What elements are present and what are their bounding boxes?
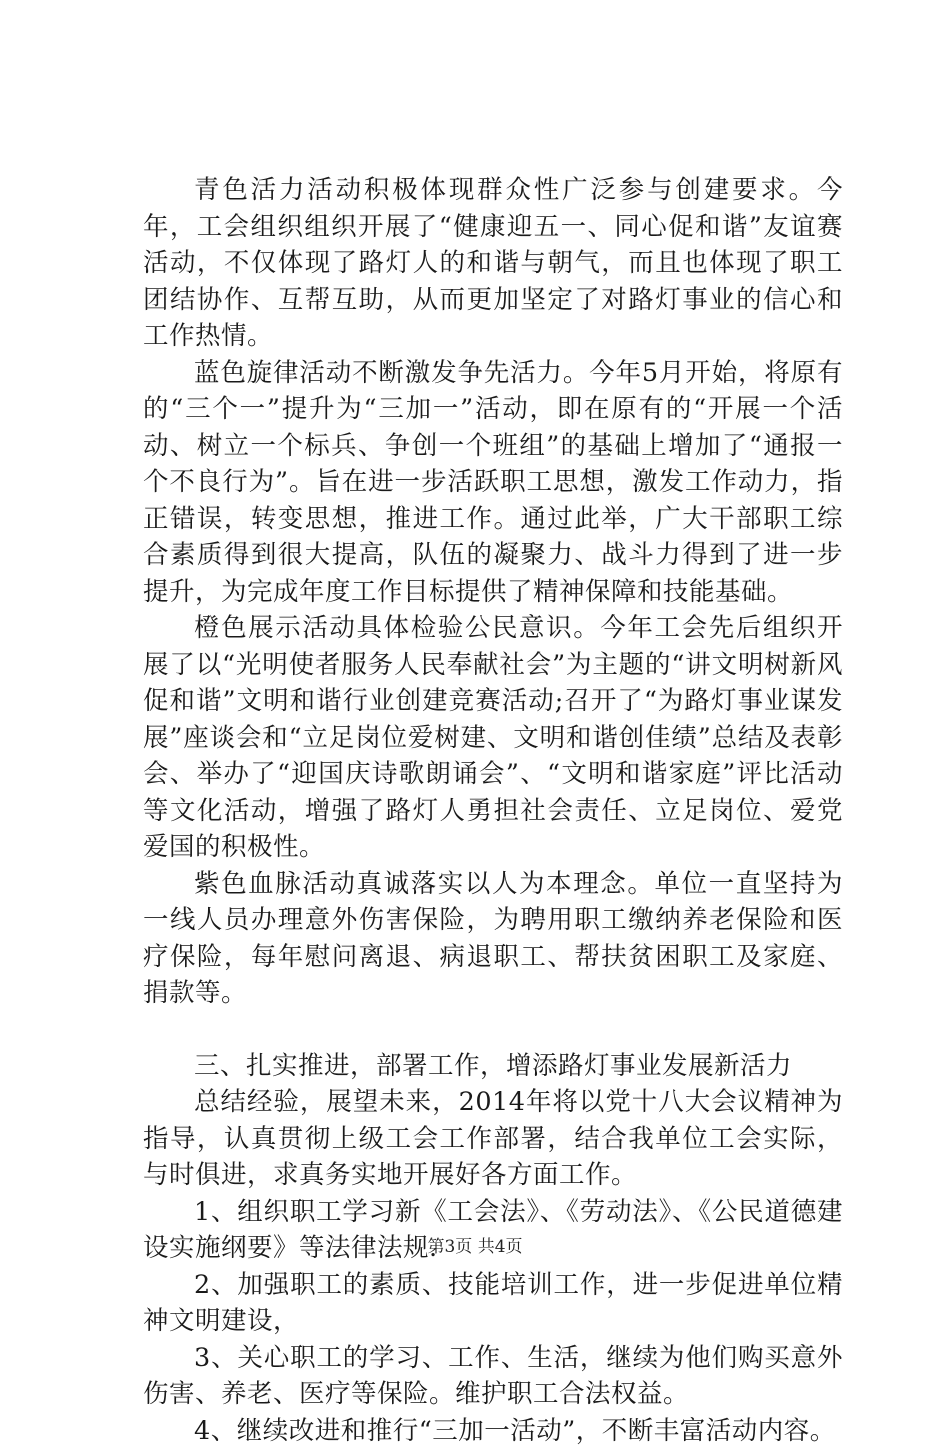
list-item-2: 2、加强职工的素质、技能培训工作，进一步促进单位精神文明建设，	[143, 1267, 843, 1340]
paragraph-summary: 总结经验，展望未来，2014年将以党十八大会议精神为指导，认真贯彻上级工会工作部署，结合我单位工会实际，与时俱进，求真务实地开展好各方面工作。	[143, 1084, 843, 1194]
section-heading: 三、扎实推进，部署工作，增添路灯事业发展新活力	[143, 1048, 843, 1085]
paragraph-zise: 紫色血脉活动真诚落实以人为本理念。单位一直坚持为一线人员办理意外伤害保险，为聘用职工缴纳养老保险和医疗保险，每年慰问离退、病退职工、帮扶贫困职工及家庭、捐款等。	[143, 866, 843, 1012]
list-item-4: 4、继续改进和推行“三加一活动”，不断丰富活动内容。	[143, 1413, 843, 1449]
paragraph-lanse: 蓝色旋律活动不断激发争先活力。今年5月开始，将原有的“三个一”提升为“三加一”活动，即在原有的“开展一个活动、树立一个标兵、争创一个班组”的基础上增加了“通报一个不良行为”。旨在进一步活跃职工思想，激发工作动力，指正错误，转变思想，推进工作。通过此举，广大干部职工综合素质得到很大提高，队伍的凝聚力、战斗力得到了进一步提升，为完成年度工作目标提供了精神保障和技能基础。	[143, 355, 843, 611]
page-number-footer: 第3页 共4页	[0, 1236, 950, 1258]
paragraph-qingse: 青色活力活动积极体现群众性广泛参与创建要求。今年，工会组织组织开展了“健康迎五一、同心促和谐”友谊赛活动，不仅体现了路灯人的和谐与朝气，而且也体现了职工团结协作、互帮互助，从而更加坚定了对路灯事业的信心和工作热情。	[143, 172, 843, 355]
section-spacer	[143, 1012, 843, 1048]
paragraph-chengse: 橙色展示活动具体检验公民意识。今年工会先后组织开展了以“光明使者服务人民奉献社会”为主题的“讲文明树新风促和谐”文明和谐行业创建竞赛活动;召开了“为路灯事业谋发展”座谈会和“立足岗位爱树建、文明和谐创佳绩”总结及表彰会、举办了“迎国庆诗歌朗诵会”、“文明和谐家庭”评比活动等文化活动，增强了路灯人勇担社会责任、立足岗位、爱党爱国的积极性。	[143, 610, 843, 866]
list-item-3: 3、关心职工的学习、工作、生活，继续为他们购买意外伤害、养老、医疗等保险。维护职工合法权益。	[143, 1340, 843, 1413]
list-item-1: 1、组织职工学习新《工会法》、《劳动法》、《公民道德建设实施纲要》等法律法规.	[143, 1194, 843, 1267]
